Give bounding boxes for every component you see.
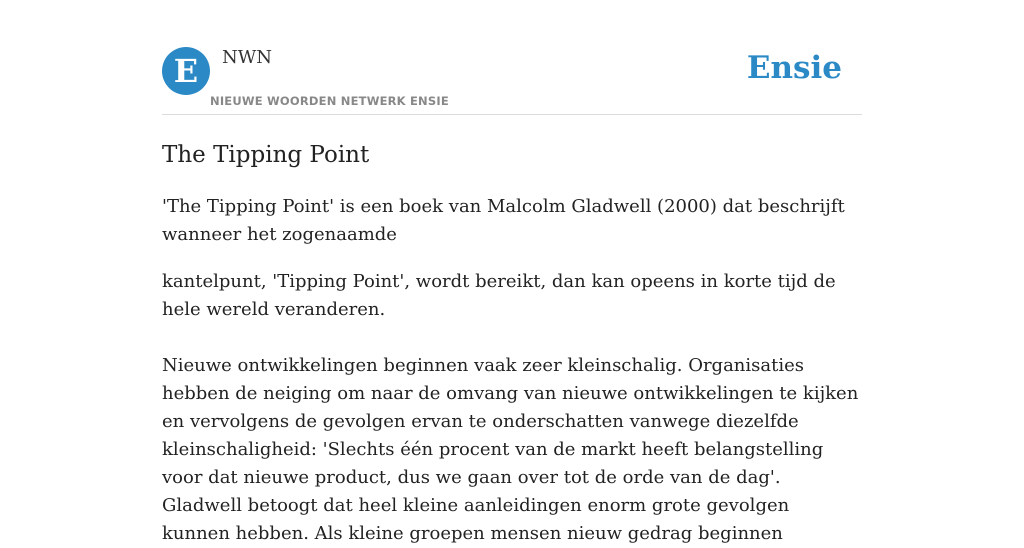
author-subtitle: NIEUWE WOORDEN NETWERK ENSIE bbox=[210, 94, 449, 108]
site-header bbox=[162, 0, 862, 115]
page bbox=[162, 0, 862, 548]
paragraph-intro: 'The Tipping Point' is een boek van Malcolm Gladwell (2000) dat beschrijft wanneer het zogenaamde bbox=[162, 196, 845, 245]
brand-logo[interactable]: Ensie bbox=[746, 50, 842, 86]
author-name[interactable]: NWN bbox=[222, 47, 273, 68]
article-title: The Tipping Point bbox=[162, 142, 370, 168]
paragraph-kantelpunt: kantelpunt, 'Tipping Point', wordt bereikt, dan kan opeens in korte tijd de hele wereld veranderen. bbox=[162, 271, 836, 320]
paragraph-body: Nieuwe ontwikkelingen beginnen vaak zeer kleinschalig. Organisaties hebben de neiging om naar de omvang van nieuwe ontwikkelingen te kijken en vervolgens de gevolgen ervan te onderschatten vanwege diezelfde kleinschaligheid: 'Slechts één procent van de markt heeft belangstelling voor dat nieuwe product, dus we gaan over tot de orde van de dag'. Gladwell betoogt dat heel kleine aanleidingen enorm grote gevolgen kunnen hebben. Als kleine groepen mensen nieuw gedrag beginnen bbox=[162, 355, 859, 544]
ensie-logo-icon[interactable]: E bbox=[162, 47, 210, 95]
